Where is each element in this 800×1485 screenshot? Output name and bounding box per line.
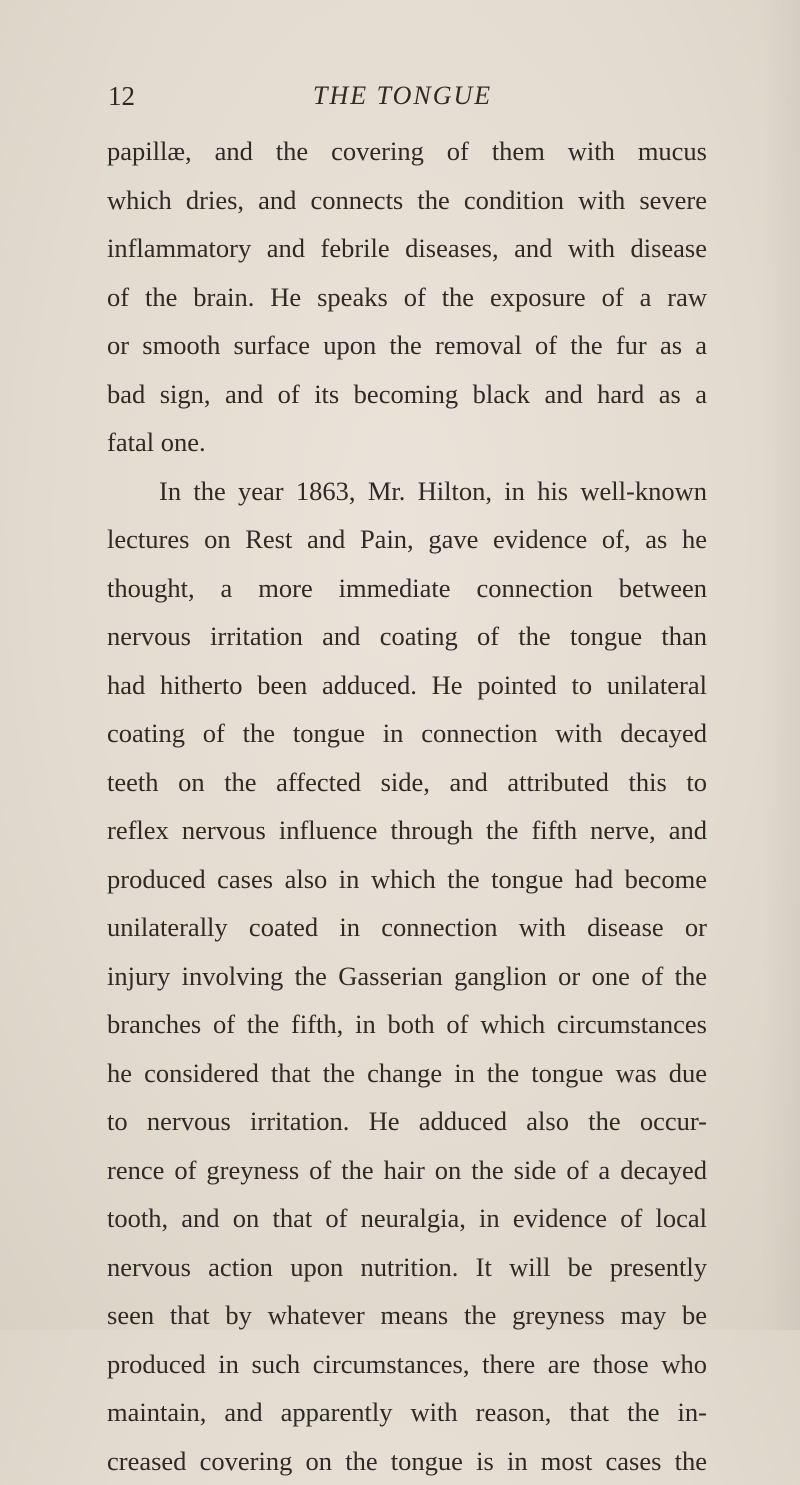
text-line: rence of greyness of the hair on the side of a decayed (107, 1146, 707, 1195)
text-line: nervous irritation and coating of the tongue than (107, 612, 707, 661)
body-text (107, 127, 707, 1485)
text-line: injury involving the Gasserian ganglion or one of the (107, 952, 707, 1001)
text-line: which dries, and connects the condition with severe (107, 176, 707, 225)
text-line: creased covering on the tongue is in most cases the (107, 1437, 707, 1485)
page-edge-shading (760, 0, 800, 1330)
text-line: In the year 1863, Mr. Hilton, in his well-known (107, 467, 707, 516)
text-line: nervous action upon nutrition. It will be presently (107, 1243, 707, 1292)
running-head (108, 76, 708, 116)
text-line: produced in such circumstances, there are those who (107, 1340, 707, 1389)
text-line: thought, a more immediate connection between (107, 564, 707, 613)
text-line: fatal one. (107, 418, 707, 467)
text-line: coating of the tongue in connection with decayed (107, 709, 707, 758)
text-line: of the brain. He speaks of the exposure of a raw (107, 273, 707, 322)
text-line: he considered that the change in the tongue was due (107, 1049, 707, 1098)
paragraph-1 (107, 127, 707, 467)
text-line: teeth on the affected side, and attributed this to (107, 758, 707, 807)
text-line: or smooth surface upon the removal of the fur as a (107, 321, 707, 370)
paragraph-2 (107, 467, 707, 1485)
page-number: 12 (108, 76, 135, 116)
text-line: maintain, and apparently with reason, that the in- (107, 1388, 707, 1437)
text-line: branches of the fifth, in both of which circumstances (107, 1000, 707, 1049)
text-line: lectures on Rest and Pain, gave evidence of, as he (107, 515, 707, 564)
text-line: produced cases also in which the tongue had become (107, 855, 707, 904)
text-line: bad sign, and of its becoming black and hard as a (107, 370, 707, 419)
text-line: tooth, and on that of neuralgia, in evidence of local (107, 1194, 707, 1243)
text-line: unilaterally coated in connection with disease or (107, 903, 707, 952)
text-line: to nervous irritation. He adduced also the occur- (107, 1097, 707, 1146)
text-line: reflex nervous influence through the fifth nerve, and (107, 806, 707, 855)
text-line: seen that by whatever means the greyness may be (107, 1291, 707, 1340)
running-title: THE TONGUE (313, 76, 492, 116)
text-line: inflammatory and febrile diseases, and with disease (107, 224, 707, 273)
text-line: papillæ, and the covering of them with mucus (107, 127, 707, 176)
text-line: had hitherto been adduced. He pointed to unilateral (107, 661, 707, 710)
